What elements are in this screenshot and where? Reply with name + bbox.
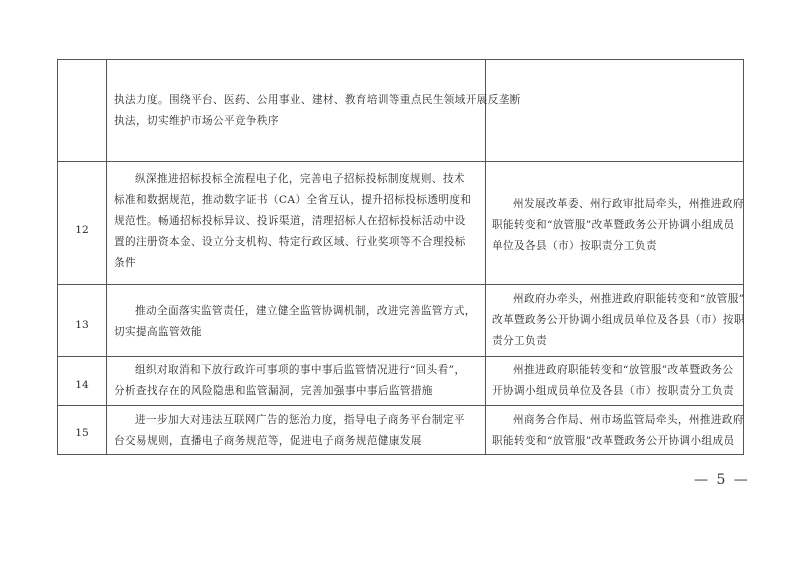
- responsible-text: [492, 289, 745, 352]
- text-line: 职能转变和“放管服”改革暨政务公开协调小组成员: [492, 435, 735, 447]
- measure-text: [114, 90, 521, 132]
- measures-table: [57, 59, 744, 455]
- table-border-right: [743, 59, 744, 455]
- responsible-text: [492, 410, 744, 452]
- table-border-left: [57, 59, 58, 455]
- row-number: 12: [75, 224, 89, 236]
- row-number: 14: [75, 379, 89, 391]
- text-line: 职能转变和“放管服”改革暨政务公开协调小组成员: [492, 219, 735, 231]
- text-line: 条件: [114, 257, 136, 269]
- row-divider: [57, 405, 744, 406]
- table-border-bottom: [57, 454, 744, 455]
- text-line: 切实提高监管效能: [114, 326, 202, 338]
- text-line: 组织对取消和下放行政许可事项的事中事后监管情况进行“回头看”，: [135, 364, 466, 376]
- row-divider: [57, 284, 744, 285]
- text-line: 分析查找存在的风险隐患和监管漏洞，完善加强事中事后监管措施: [114, 385, 433, 397]
- text-line: 纵深推进招标投标全流程电子化，完善电子招标投标制度规则、技术: [135, 173, 465, 185]
- text-line: 开协调小组成员单位及各县（市）按职责分工负责: [492, 385, 734, 397]
- column-divider: [106, 59, 107, 455]
- text-line: 州商务合作局、州市场监管局牵头，州推进政府: [513, 414, 744, 426]
- row-divider: [57, 161, 744, 162]
- text-line: 州政府办牵头，州推进政府职能转变和“放管服”: [513, 293, 745, 305]
- text-line: 单位及各县（市）按职责分工负责: [492, 240, 657, 252]
- text-line: 改革暨政务公开协调小组成员单位及各县（市）按职: [492, 314, 745, 326]
- row-divider: [57, 356, 744, 357]
- text-line: 执法，切实维护市场公平竞争秩序: [114, 115, 279, 127]
- text-line: 标准和数据规范，推动数字证书（CA）全省互认，提升招标投标透明度和: [114, 194, 472, 206]
- text-line: 进一步加大对违法互联网广告的惩治力度，指导电子商务平台制定平: [135, 414, 465, 426]
- table-border-top: [57, 59, 744, 60]
- text-line: 规范性。畅通招标投标异议、投诉渠道，清理招标人在招标投标活动中设: [114, 215, 466, 227]
- responsible-text: [492, 194, 744, 257]
- responsible-text: [492, 360, 734, 402]
- measure-text: [114, 410, 465, 452]
- measure-text: [114, 169, 471, 274]
- text-line: 责分工负责: [492, 335, 547, 347]
- text-line: 台交易规则，直播电子商务规范等，促进电子商务规范健康发展: [114, 435, 422, 447]
- text-line: 州发展改革委、州行政审批局牵头，州推进政府: [513, 198, 744, 210]
- row-number: 13: [75, 319, 89, 331]
- text-line: 执法力度。围绕平台、医药、公用事业、建材、教育培训等重点民生领域开展反垄断: [114, 94, 521, 106]
- text-line: 推动全面落实监管责任，建立健全监管协调机制，改进完善监管方式，: [135, 305, 476, 317]
- measure-text: [114, 360, 465, 402]
- page-number: — 5 —: [694, 472, 750, 488]
- measure-text: [114, 301, 476, 343]
- text-line: 置的注册资本金、设立分支机构、特定行政区域、行业奖项等不合理投标: [114, 236, 466, 248]
- text-line: 州推进政府职能转变和“放管服”改革暨政务公: [513, 364, 734, 376]
- row-number: 15: [75, 427, 89, 439]
